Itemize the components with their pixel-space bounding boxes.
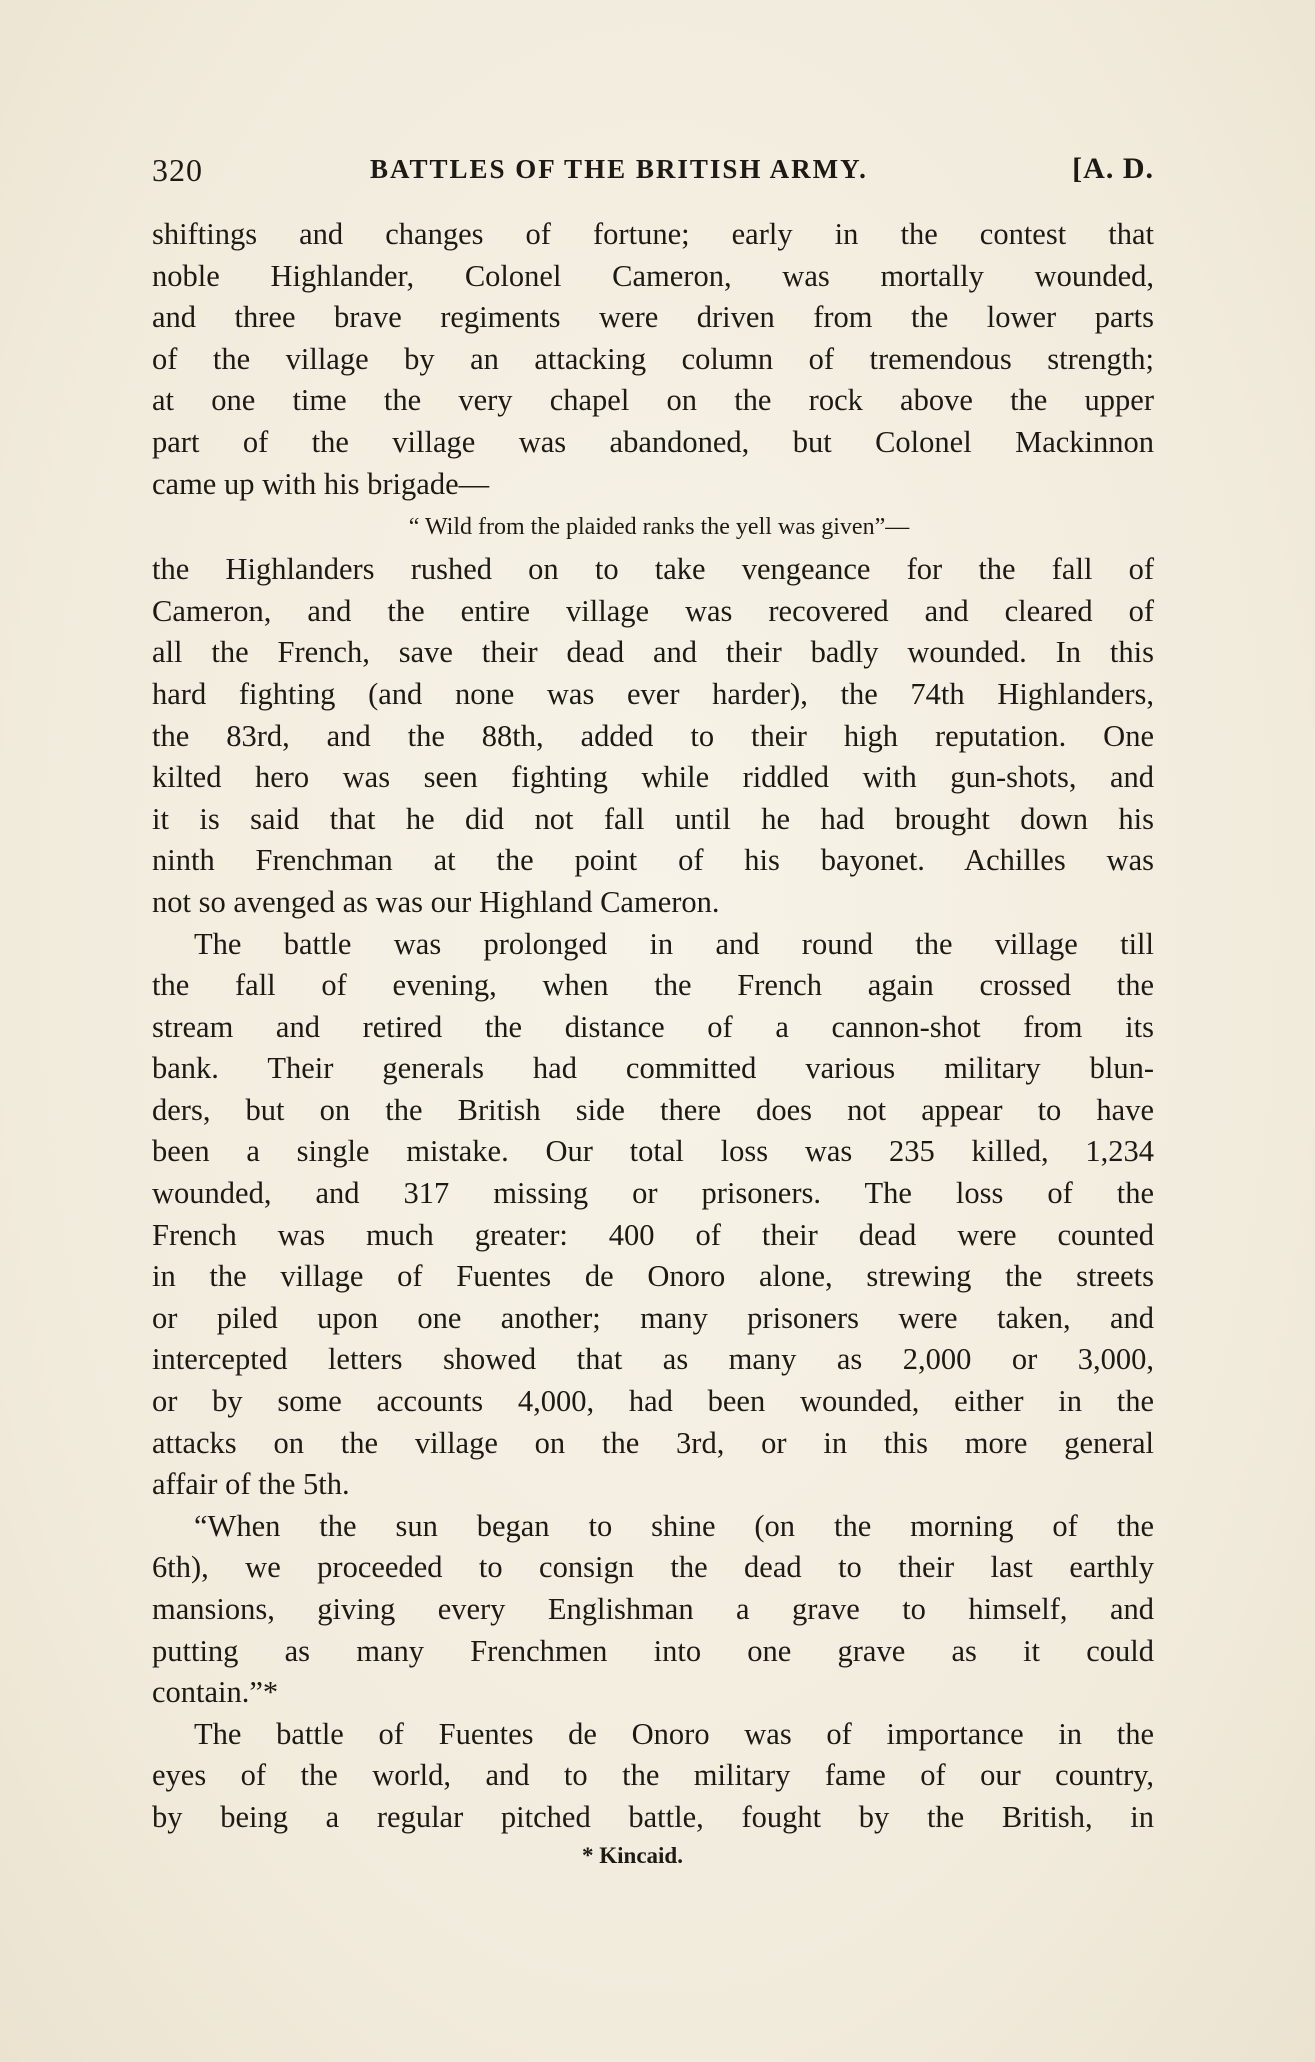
page-header (152, 152, 1154, 192)
text-line: contain.”* (152, 1675, 279, 1710)
running-year: [A. D. (1072, 152, 1154, 185)
running-title: BATTLES OF THE BRITISH ARMY. (370, 154, 868, 184)
text-line: ninth Frenchman at the point of his bayonet. Achilles was (152, 843, 1154, 878)
text-line: attacks on the village on the 3rd, or in this more general (152, 1425, 1154, 1460)
text-line: or piled upon one another; many prisoners were taken, and (152, 1300, 1154, 1335)
text-line: hard fighting (and none was ever harder), the 74th Highlanders, (152, 676, 1154, 711)
text-line: affair of the 5th. (152, 1467, 350, 1502)
text-line: putting as many Frenchmen into one grave as it could (152, 1633, 1154, 1668)
text-line: at one time the very chapel on the rock above the upper (152, 383, 1154, 418)
text-line: Cameron, and the entire village was recovered and cleared of (152, 593, 1154, 628)
text-line: by being a regular pitched battle, fought by the British, in (152, 1799, 1154, 1834)
text-line: eyes of the world, and to the military fame of our country, (152, 1758, 1154, 1793)
footnote: * Kincaid. (582, 1842, 683, 1868)
text-line: been a single mistake. Our total loss was 235 killed, 1,234 (152, 1134, 1154, 1169)
body-text (152, 214, 1154, 1873)
text-line: stream and retired the distance of a cannon-shot from its (152, 1009, 1154, 1044)
page-number: 320 (152, 152, 203, 188)
text-line: mansions, giving every Englishman a grave to himself, and (152, 1592, 1154, 1626)
text-line: intercepted letters showed that as many as 2,000 or 3,000, (152, 1342, 1154, 1377)
text-line: wounded, and 317 missing or prisoners. The loss of the (152, 1176, 1154, 1211)
text-line: it is said that he did not fall until he had brought down his (152, 801, 1154, 836)
text-line: The battle was prolonged in and round the village till (194, 926, 1154, 961)
text-line: came up with his brigade— (152, 466, 490, 501)
text-line: French was much greater: 400 of their dead were counted (152, 1217, 1154, 1252)
text-line: shiftings and changes of fortune; early in the contest that (152, 217, 1154, 251)
text-line: and three brave regiments were driven from the lower parts (152, 300, 1154, 335)
text-line: of the village by an attacking column of tremendous strength; (152, 341, 1154, 376)
text-line: the fall of evening, when the French again crossed the (152, 968, 1154, 1003)
text-line: bank. Their generals had committed various military blun- (152, 1051, 1154, 1086)
text-line: all the French, save their dead and their badly wounded. In this (152, 635, 1154, 670)
text-line: kilted hero was seen fighting while riddled with gun-shots, and (152, 760, 1154, 795)
text-line: ders, but on the British side there does not appear to have (152, 1092, 1154, 1127)
text-line: “When the sun began to shine (on the morning of the (194, 1508, 1154, 1543)
text-line: or by some accounts 4,000, had been wounded, either in the (152, 1384, 1154, 1419)
text-line: The battle of Fuentes de Onoro was of importance in the (194, 1716, 1154, 1751)
text-line: noble Highlander, Colonel Cameron, was mortally wounded, (152, 258, 1154, 293)
text-line: not so avenged as was our Highland Cameron. (152, 884, 720, 919)
text-line: the Highlanders rushed on to take vengeance for the fall of (152, 552, 1154, 587)
verse-quote: “ Wild from the plaided ranks the yell was given”— (408, 514, 910, 541)
text-line: part of the village was abandoned, but Colonel Mackinnon (152, 424, 1154, 459)
text-line: 6th), we proceeded to consign the dead to their last earthly (152, 1550, 1154, 1585)
text-line: the 83rd, and the 88th, added to their high reputation. One (152, 718, 1154, 753)
text-line: in the village of Fuentes de Onoro alone, strewing the streets (152, 1259, 1154, 1294)
